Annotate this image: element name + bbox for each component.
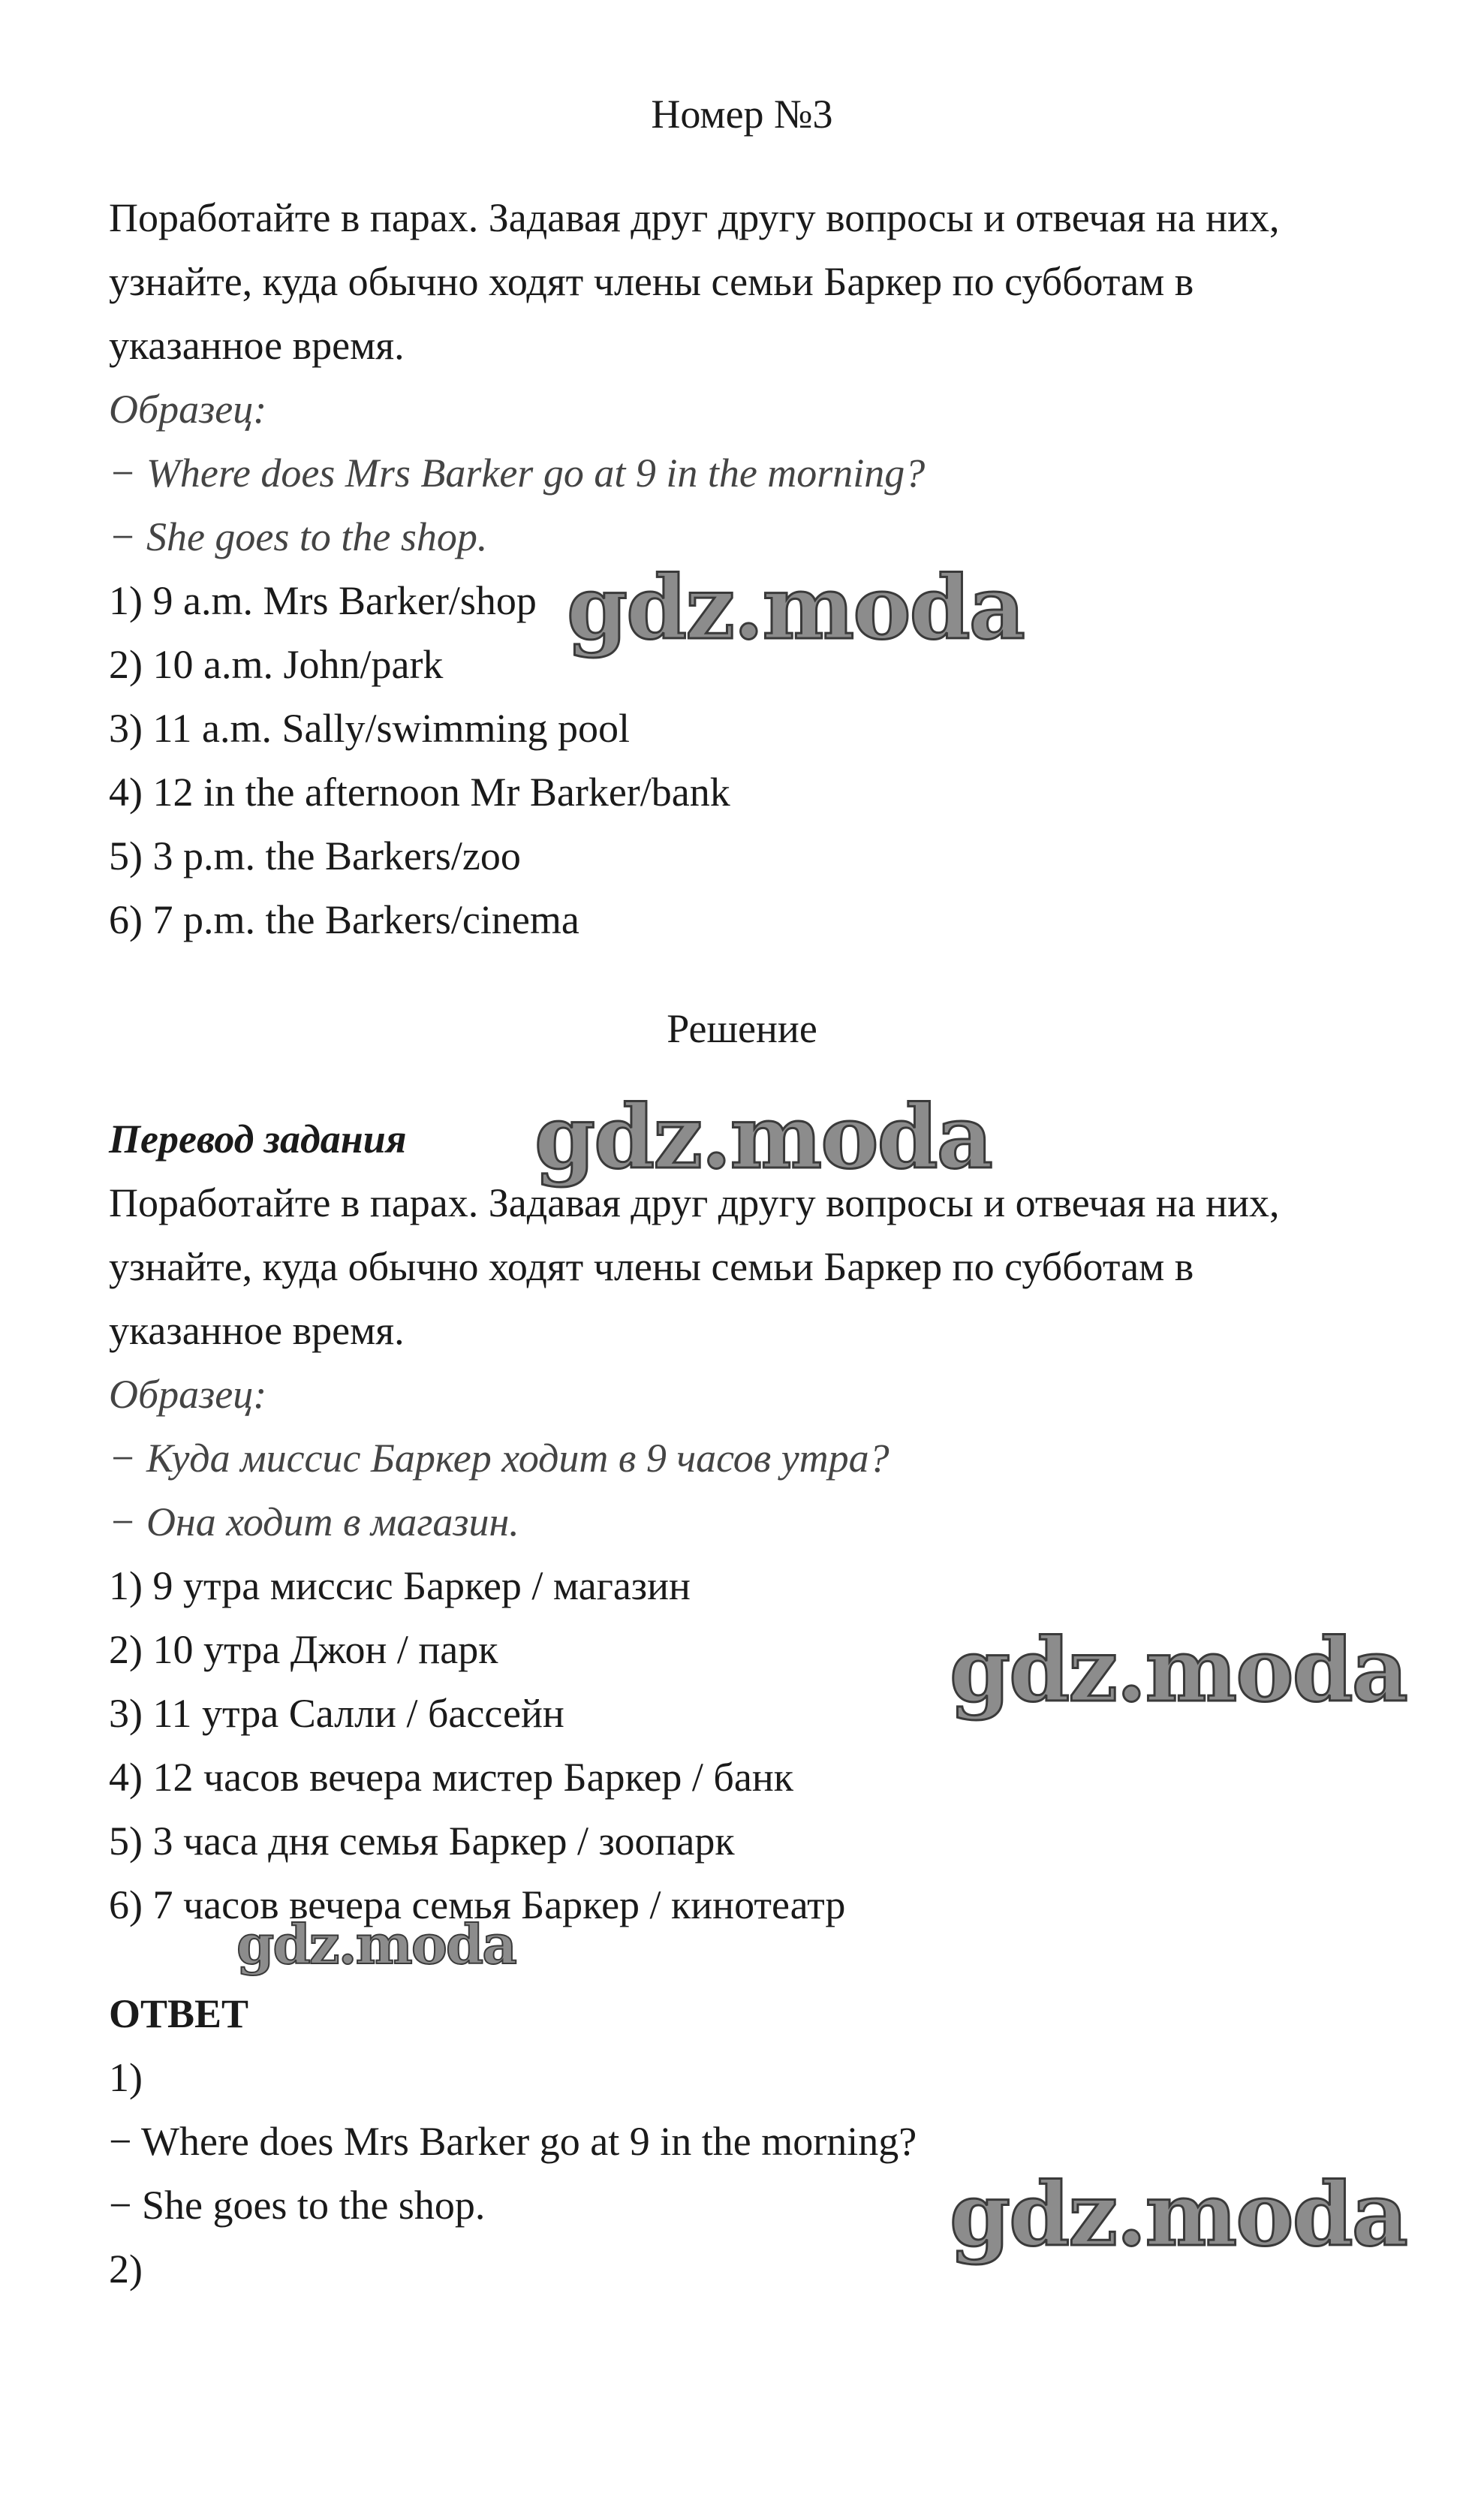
translation-line-1: Поработайте в парах. Задавая друг другу вопросы и отвечая на них, [109,1180,1280,1225]
task-example-answer: − She goes to the shop. [109,514,488,559]
answer-heading: ОТВЕТ [109,1991,249,2036]
watermark: gdz.moda [950,1620,1407,1722]
watermark: gdz.moda [534,1086,992,1189]
task-item: 5) 3 p.m. the Barkers/zoo [109,833,521,878]
translation-example-question: − Куда миссис Баркер ходит в 9 часов утра? [109,1436,889,1481]
solution-heading: Решение [667,1006,817,1051]
task-example-label: Образец: [109,387,267,432]
task-line-1: Поработайте в парах. Задавая друг другу вопросы и отвечая на них, [109,195,1280,240]
translation-item: 5) 3 часа дня семья Баркер / зоопарк [109,1819,735,1864]
translation-line-3: указанное время. [109,1308,405,1353]
answer-line: − Where does Mrs Barker go at 9 in the morning? [109,2119,917,2164]
task-line-3: указанное время. [109,323,405,368]
answer-line: − She goes to the shop. [109,2183,486,2228]
task-item: 2) 10 a.m. John/park [109,642,444,687]
task-item: 6) 7 p.m. the Barkers/cinema [109,897,579,942]
task-example-question: − Where does Mrs Barker go at 9 in the morning? [109,450,926,496]
watermark: gdz.moda [236,1912,516,1976]
watermark: gdz.moda [567,557,1024,659]
translation-item: 1) 9 утра миссис Баркер / магазин [109,1563,691,1608]
page-title: Номер №3 [651,92,833,137]
translation-item: 6) 7 часов вечера семья Баркер / кинотеатр [109,1882,846,1927]
translation-example-label: Образец: [109,1372,267,1417]
translation-line-2: узнайте, куда обычно ходят члены семьи Баркер по субботам в [109,1244,1194,1289]
translation-item: 4) 12 часов вечера мистер Баркер / банк [109,1755,793,1800]
task-line-2: узнайте, куда обычно ходят члены семьи Баркер по субботам в [109,259,1194,304]
translation-item: 2) 10 утра Джон / парк [109,1627,498,1672]
task-item: 3) 11 a.m. Sally/swimming pool [109,706,630,751]
answer-line: 2) [109,2246,143,2292]
watermark: gdz.moda [950,2164,1407,2266]
translation-item: 3) 11 утра Салли / бассейн [109,1691,564,1736]
translation-heading: Перевод задания [109,1116,407,1162]
translation-example-answer: − Она ходит в магазин. [109,1499,519,1544]
task-item: 4) 12 in the afternoon Mr Barker/bank [109,770,730,815]
answer-line: 1) [109,2055,143,2100]
task-item: 1) 9 a.m. Mrs Barker/shop [109,578,537,623]
